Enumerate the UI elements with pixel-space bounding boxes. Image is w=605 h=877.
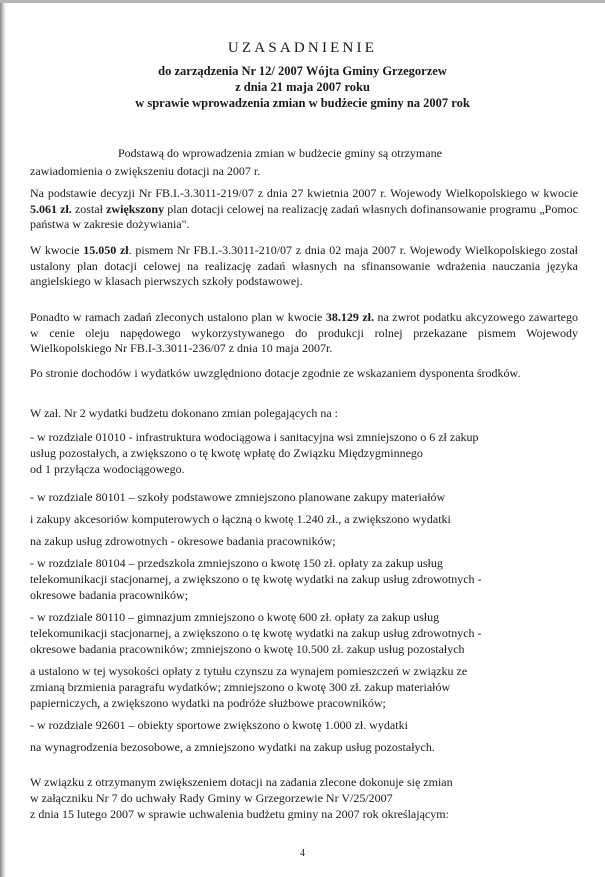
item-80101-line-1: - w rozdziale 80101 – szkoły podstawowe zmniejszono planowane zakupy materiałów [30,490,446,504]
item-80104-line-3: okresowe badania pracowników; [30,588,188,602]
intro-line-1: Podstawą do wprowadzenia zmian w budżecie gminy są otrzymane [118,146,442,160]
word-zwiekszony: zwiększony [106,201,165,216]
paragraph-excise-refund: Ponadto w ramach zadań zleconych ustalono plan w kwocie 38.129 zł. na zwrot podatku akcyzowego zawartego w cenie oleju napędowego wykorzystywanego do produkcji rolnej przekazane pismem Wojewody Wielkopolskiego Nr FB.I-3.3011-236/07 z dnia 10 maja 2007r. [30,310,578,356]
item-01010-line-3: od 1 przyłącza wodociągowego. [30,462,185,476]
page-number: 4 [300,848,305,859]
closing-line-3: z dnia 15 lutego 2007 w sprawie uchwalenia budżetu gminy na 2007 rok określającym: [30,807,449,821]
item-80104-line-2: telekomunikacji stacjonarnej, a zwiększono o tę kwotę wydatki na zakup usług zdrowotnych - [30,572,482,586]
scan-shadow-left [0,0,6,877]
item-80104-line-1: - w rozdziale 80104 – przedszkola zmniejszono o kwotę 150 zł. opłaty za zakup usług [30,556,443,570]
header-date: z dnia 21 maja 2007 roku [235,80,370,94]
item-rent-line-3: papierniczych, a zwiększono wydatki na podróże służbowe pracowników; [30,696,386,710]
closing-line-1: W związku z otrzymanym zwiększeniem dotacji na zadania zlecone dokonuje się zmian [30,775,453,789]
item-rent-line-2: zmianą brzmienia paragrafu wydatków; zmniejszono o kwotę 300 zł. zakup materiałów [30,680,451,694]
header-subject: w sprawie wprowadzenia zmian w budżecie gminy na 2007 rok [135,96,470,110]
paragraph-attachment-2: W zał. Nr 2 wydatki budżetu dokonano zmian polegających na : [30,406,339,420]
document-title: UZASADNIENIE [227,40,378,56]
amount-38129: 38.129 zł. [325,310,375,324]
amount-5061: 5.061 zł. [30,201,72,216]
item-01010-line-1: - w rozdziale 01010 - infrastruktura wodociągowa i sanitacyjna wsi zmniejszono o 6 zł zakup [30,430,479,444]
scan-shadow-top [0,0,605,3]
paragraph-decision-210: W kwocie 15.050 zł. pismem Nr FB.I.-3.3011-210/07 z dnia 02 maja 2007 r. Wojewody Wielkopolskiego został ustalony plan dotacji celowej na realizację zadań własnych na sfinansowanie wdrażenia nauczania języka angielskiego w klasach pierwszych szkoły podstawowej. [30,243,578,289]
item-01010-line-2: usług pozostałych, a zwiększono o tę kwotę wpłatę do Związku Międzygminnego [30,446,423,460]
item-92601-line-2: na wynagrodzenia bezosobowe, a zmniejszono wydatki na zakup usług pozostałych. [30,740,435,754]
paragraph-decision-219: Na podstawie decyzji Nr FB.I.-3.3011-219/07 z dnia 27 kwietnia 2007 r. Wojewody Wielkopolskiego w kwocie 5.061 zł. został zwiększony plan dotacji celowej na realizację zadań własnych dofinansowanie programu „Pomoc państwa w zakresie dożywiania". [30,186,578,232]
intro-line-2: zawiadomienia o zwiększeniu dotacji na 2007 r. [30,164,261,178]
item-92601-line-1: - w rozdziale 92601 – obiekty sportowe zwiększono o kwotę 1.000 zł. wydatki [30,718,408,732]
item-80110-line-1: - w rozdziale 80110 – gimnazjum zmniejszono o kwotę 600 zł. opłaty za zakup usług [30,610,440,624]
paragraph-income-expenses: Po stronie dochodów i wydatków uwzględniono dotacje zgodnie ze wskazaniem dysponenta środków. [30,366,521,380]
amount-15050: 15.050 zł [83,243,129,257]
closing-line-2: w załączniku Nr 7 do uchwały Rady Gminy w Grzegorzewie Nr V/25/2007 [30,791,393,805]
item-80110-line-2: telekomunikacji stacjonarnej, a zwiększono o tę kwotę wydatki na zakup usług zdrowotnych - [30,626,482,640]
item-80101-line-2: i zakupy akcesoriów komputerowych o łączną o kwotę 1.240 zł., a zwiększono wydatki [30,512,451,526]
item-80101-line-3: na zakup usług zdrowotnych - okresowe badania pracowników; [30,534,336,548]
item-rent-line-1: a ustalono w tej wysokości opłaty z tytułu czynszu za wynajem pomieszczeń w związku ze [30,664,468,678]
item-80110-line-3: okresowe badania pracowników; zmniejszono o kwotę 10.500 zł. zakup usług pozostałych [30,642,465,656]
header-regulation-ref: do zarządzenia Nr 12/ 2007 Wójta Gminy Grzegorzew [158,64,447,78]
